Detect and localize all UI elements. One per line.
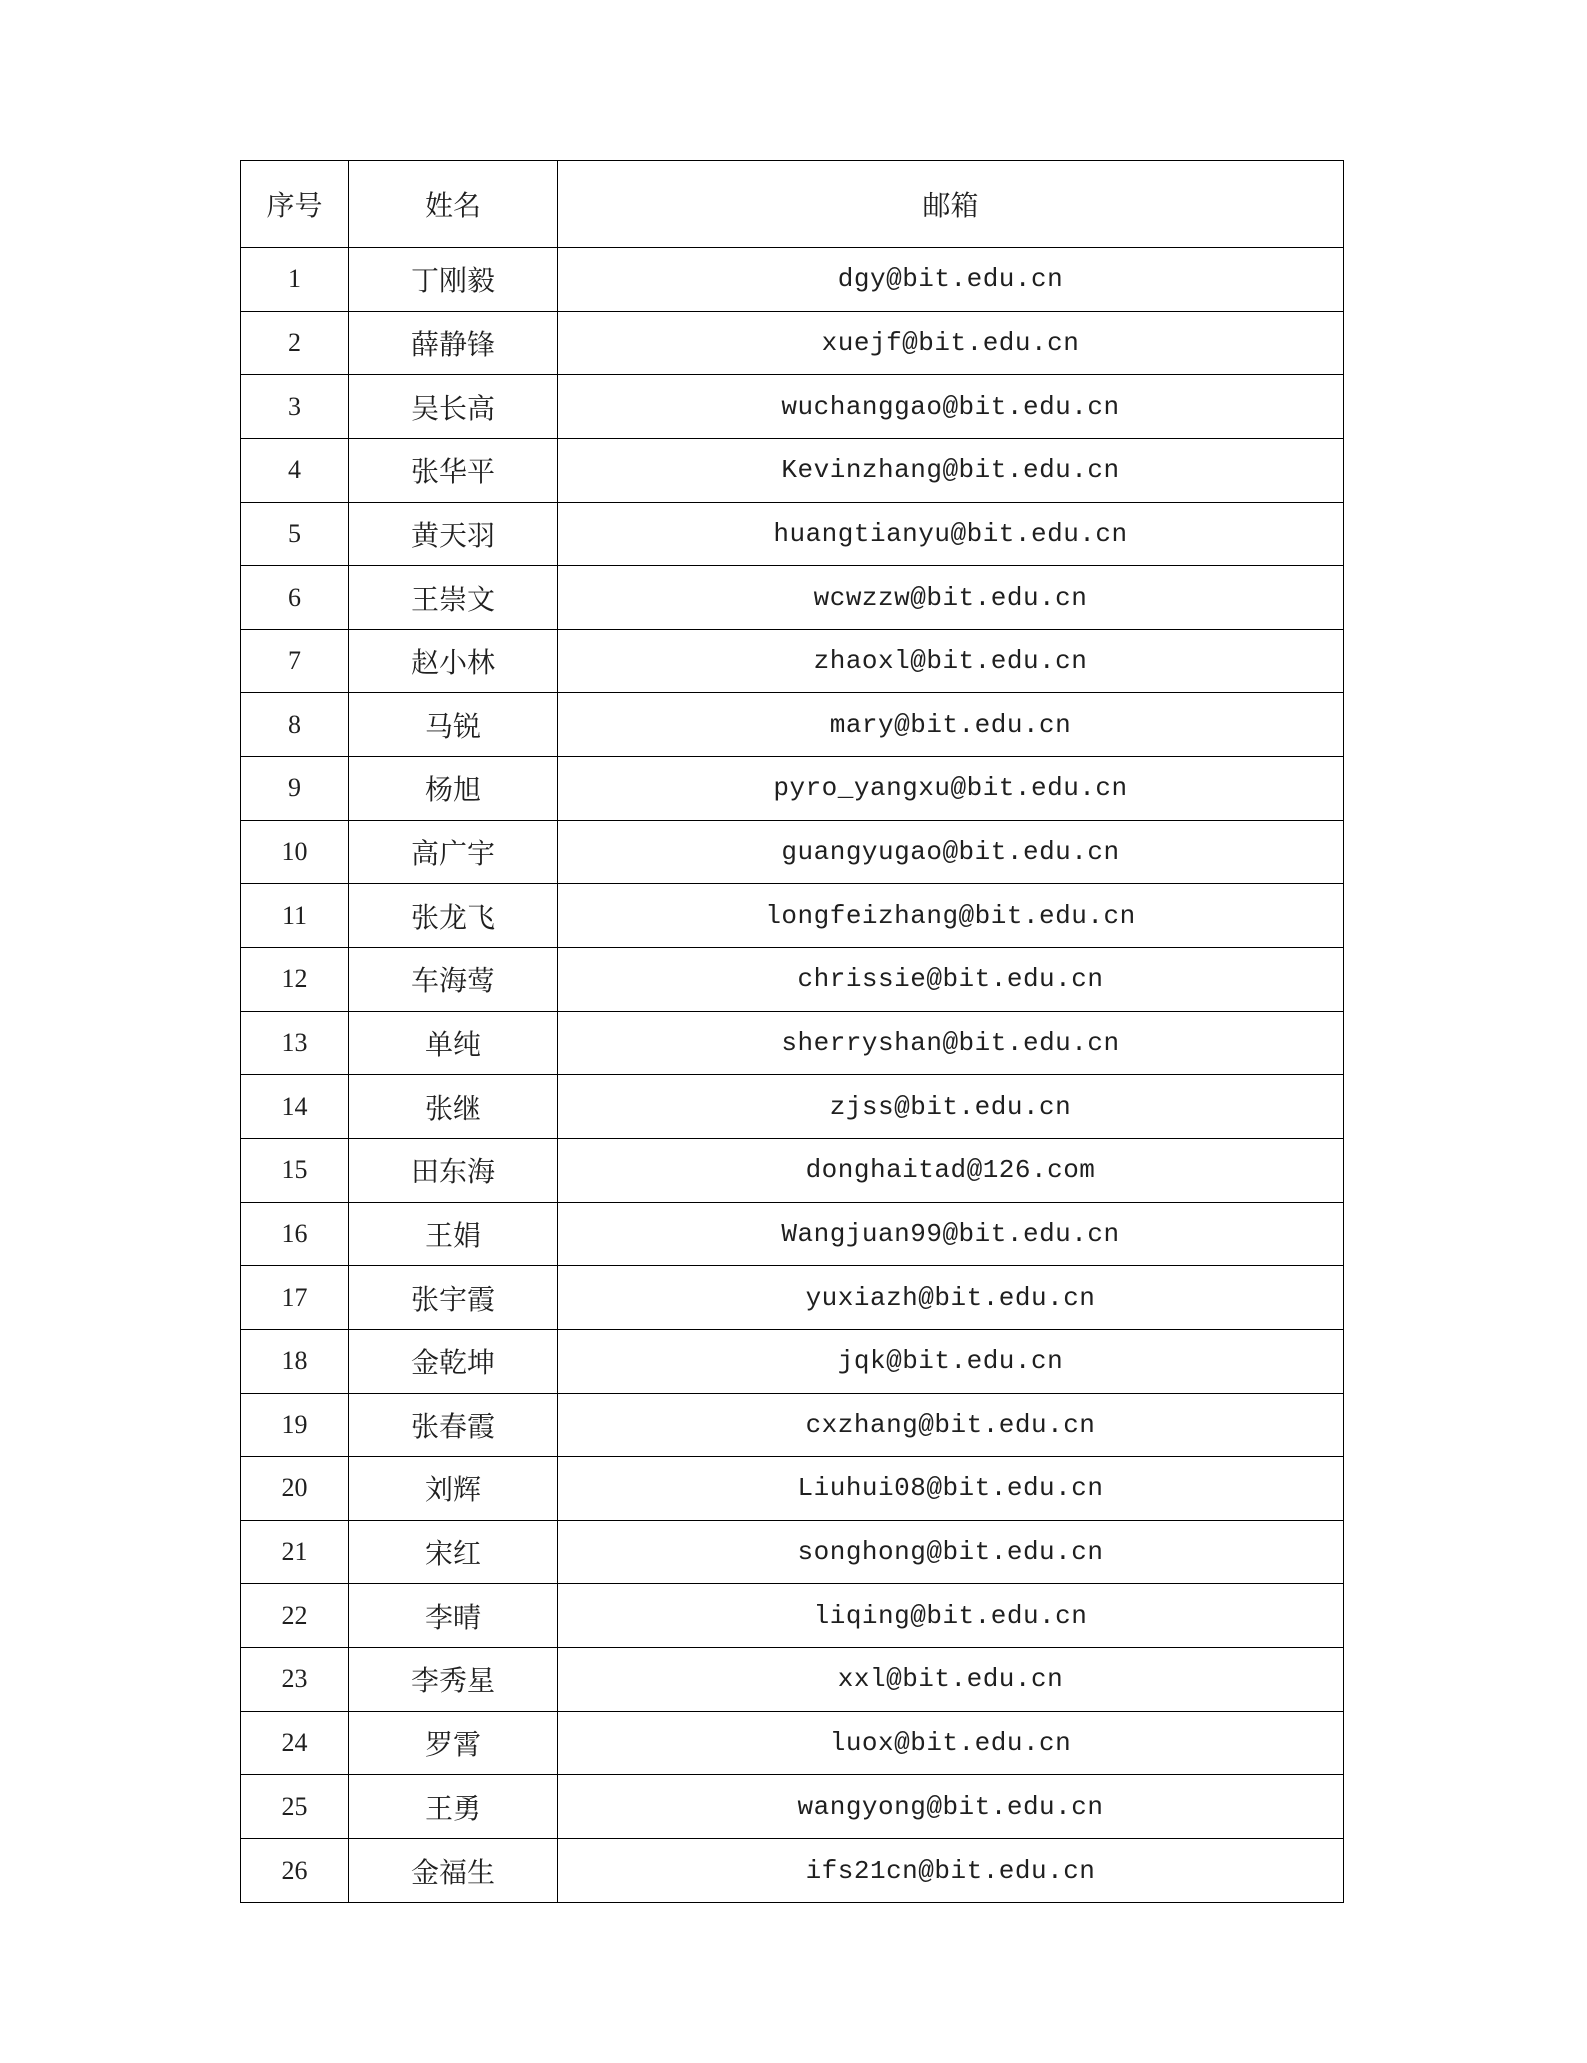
email-cell: wuchanggao@bit.edu.cn — [558, 375, 1344, 439]
name-cell: 金乾坤 — [349, 1329, 558, 1393]
email-cell: Kevinzhang@bit.edu.cn — [558, 438, 1344, 502]
name-cell: 吴长高 — [349, 375, 558, 439]
name-cell: 车海莺 — [349, 948, 558, 1012]
table-row — [241, 1202, 1344, 1266]
row-number-cell: 8 — [241, 693, 349, 757]
row-number-cell: 14 — [241, 1075, 349, 1139]
column-header-number: 序号 — [241, 161, 349, 248]
table-row — [241, 948, 1344, 1012]
column-header-email: 邮箱 — [558, 161, 1344, 248]
name-cell: 罗霄 — [349, 1711, 558, 1775]
name-cell: 张龙飞 — [349, 884, 558, 948]
row-number-cell: 20 — [241, 1457, 349, 1521]
email-cell: Liuhui08@bit.edu.cn — [558, 1457, 1344, 1521]
table-row — [241, 161, 1344, 248]
table-row — [241, 566, 1344, 630]
name-cell: 张华平 — [349, 438, 558, 502]
row-number-cell: 3 — [241, 375, 349, 439]
email-cell: zjss@bit.edu.cn — [558, 1075, 1344, 1139]
name-cell: 张继 — [349, 1075, 558, 1139]
table-row — [241, 1520, 1344, 1584]
row-number-cell: 22 — [241, 1584, 349, 1648]
email-cell: ifs21cn@bit.edu.cn — [558, 1839, 1344, 1903]
email-cell: liqing@bit.edu.cn — [558, 1584, 1344, 1648]
table-row — [241, 629, 1344, 693]
table-row — [241, 1075, 1344, 1139]
name-cell: 单纯 — [349, 1011, 558, 1075]
name-cell: 宋红 — [349, 1520, 558, 1584]
table-row — [241, 1775, 1344, 1839]
email-cell: jqk@bit.edu.cn — [558, 1329, 1344, 1393]
table-row — [241, 502, 1344, 566]
table-row — [241, 1329, 1344, 1393]
table-row — [241, 1457, 1344, 1521]
email-cell: Wangjuan99@bit.edu.cn — [558, 1202, 1344, 1266]
row-number-cell: 2 — [241, 311, 349, 375]
table-row — [241, 311, 1344, 375]
email-cell: xuejf@bit.edu.cn — [558, 311, 1344, 375]
email-cell: longfeizhang@bit.edu.cn — [558, 884, 1344, 948]
name-cell: 王勇 — [349, 1775, 558, 1839]
table-row — [241, 1138, 1344, 1202]
row-number-cell: 21 — [241, 1520, 349, 1584]
table-row — [241, 438, 1344, 502]
row-number-cell: 19 — [241, 1393, 349, 1457]
name-cell: 丁刚毅 — [349, 248, 558, 312]
name-cell: 张春霞 — [349, 1393, 558, 1457]
email-cell: sherryshan@bit.edu.cn — [558, 1011, 1344, 1075]
email-cell: dgy@bit.edu.cn — [558, 248, 1344, 312]
row-number-cell: 24 — [241, 1711, 349, 1775]
row-number-cell: 5 — [241, 502, 349, 566]
email-cell: huangtianyu@bit.edu.cn — [558, 502, 1344, 566]
column-header-name: 姓名 — [349, 161, 558, 248]
name-cell: 王娟 — [349, 1202, 558, 1266]
row-number-cell: 18 — [241, 1329, 349, 1393]
name-cell: 金福生 — [349, 1839, 558, 1903]
row-number-cell: 6 — [241, 566, 349, 630]
row-number-cell: 12 — [241, 948, 349, 1012]
row-number-cell: 11 — [241, 884, 349, 948]
row-number-cell: 7 — [241, 629, 349, 693]
table-row — [241, 248, 1344, 312]
row-number-cell: 16 — [241, 1202, 349, 1266]
row-number-cell: 15 — [241, 1138, 349, 1202]
email-cell: wangyong@bit.edu.cn — [558, 1775, 1344, 1839]
row-number-cell: 26 — [241, 1839, 349, 1903]
email-cell: luox@bit.edu.cn — [558, 1711, 1344, 1775]
table-row — [241, 757, 1344, 821]
roster-table — [240, 160, 1344, 1903]
name-cell: 马锐 — [349, 693, 558, 757]
row-number-cell: 23 — [241, 1648, 349, 1712]
email-cell: yuxiazh@bit.edu.cn — [558, 1266, 1344, 1330]
name-cell: 杨旭 — [349, 757, 558, 821]
table-row — [241, 884, 1344, 948]
row-number-cell: 17 — [241, 1266, 349, 1330]
table-header-row — [241, 161, 1344, 248]
table-row — [241, 1648, 1344, 1712]
row-number-cell: 10 — [241, 820, 349, 884]
name-cell: 高广宇 — [349, 820, 558, 884]
name-cell: 田东海 — [349, 1138, 558, 1202]
row-number-cell: 9 — [241, 757, 349, 821]
table-row — [241, 1839, 1344, 1903]
email-cell: chrissie@bit.edu.cn — [558, 948, 1344, 1012]
name-cell: 黄天羽 — [349, 502, 558, 566]
email-cell: zhaoxl@bit.edu.cn — [558, 629, 1344, 693]
row-number-cell: 1 — [241, 248, 349, 312]
table-row — [241, 375, 1344, 439]
table-row — [241, 1266, 1344, 1330]
email-cell: guangyugao@bit.edu.cn — [558, 820, 1344, 884]
name-cell: 王崇文 — [349, 566, 558, 630]
table-row — [241, 1393, 1344, 1457]
table-body — [241, 248, 1344, 1903]
name-cell: 李晴 — [349, 1584, 558, 1648]
table-row — [241, 1011, 1344, 1075]
email-cell: mary@bit.edu.cn — [558, 693, 1344, 757]
email-cell: pyro_yangxu@bit.edu.cn — [558, 757, 1344, 821]
name-cell: 薛静锋 — [349, 311, 558, 375]
email-cell: wcwzzw@bit.edu.cn — [558, 566, 1344, 630]
row-number-cell: 4 — [241, 438, 349, 502]
row-number-cell: 25 — [241, 1775, 349, 1839]
table-row — [241, 1711, 1344, 1775]
table-row — [241, 1584, 1344, 1648]
name-cell: 刘辉 — [349, 1457, 558, 1521]
name-cell: 张宇霞 — [349, 1266, 558, 1330]
name-cell: 赵小林 — [349, 629, 558, 693]
name-cell: 李秀星 — [349, 1648, 558, 1712]
email-cell: donghaitad@126.com — [558, 1138, 1344, 1202]
table-row — [241, 693, 1344, 757]
email-cell: xxl@bit.edu.cn — [558, 1648, 1344, 1712]
table-row — [241, 820, 1344, 884]
email-cell: songhong@bit.edu.cn — [558, 1520, 1344, 1584]
email-cell: cxzhang@bit.edu.cn — [558, 1393, 1344, 1457]
row-number-cell: 13 — [241, 1011, 349, 1075]
